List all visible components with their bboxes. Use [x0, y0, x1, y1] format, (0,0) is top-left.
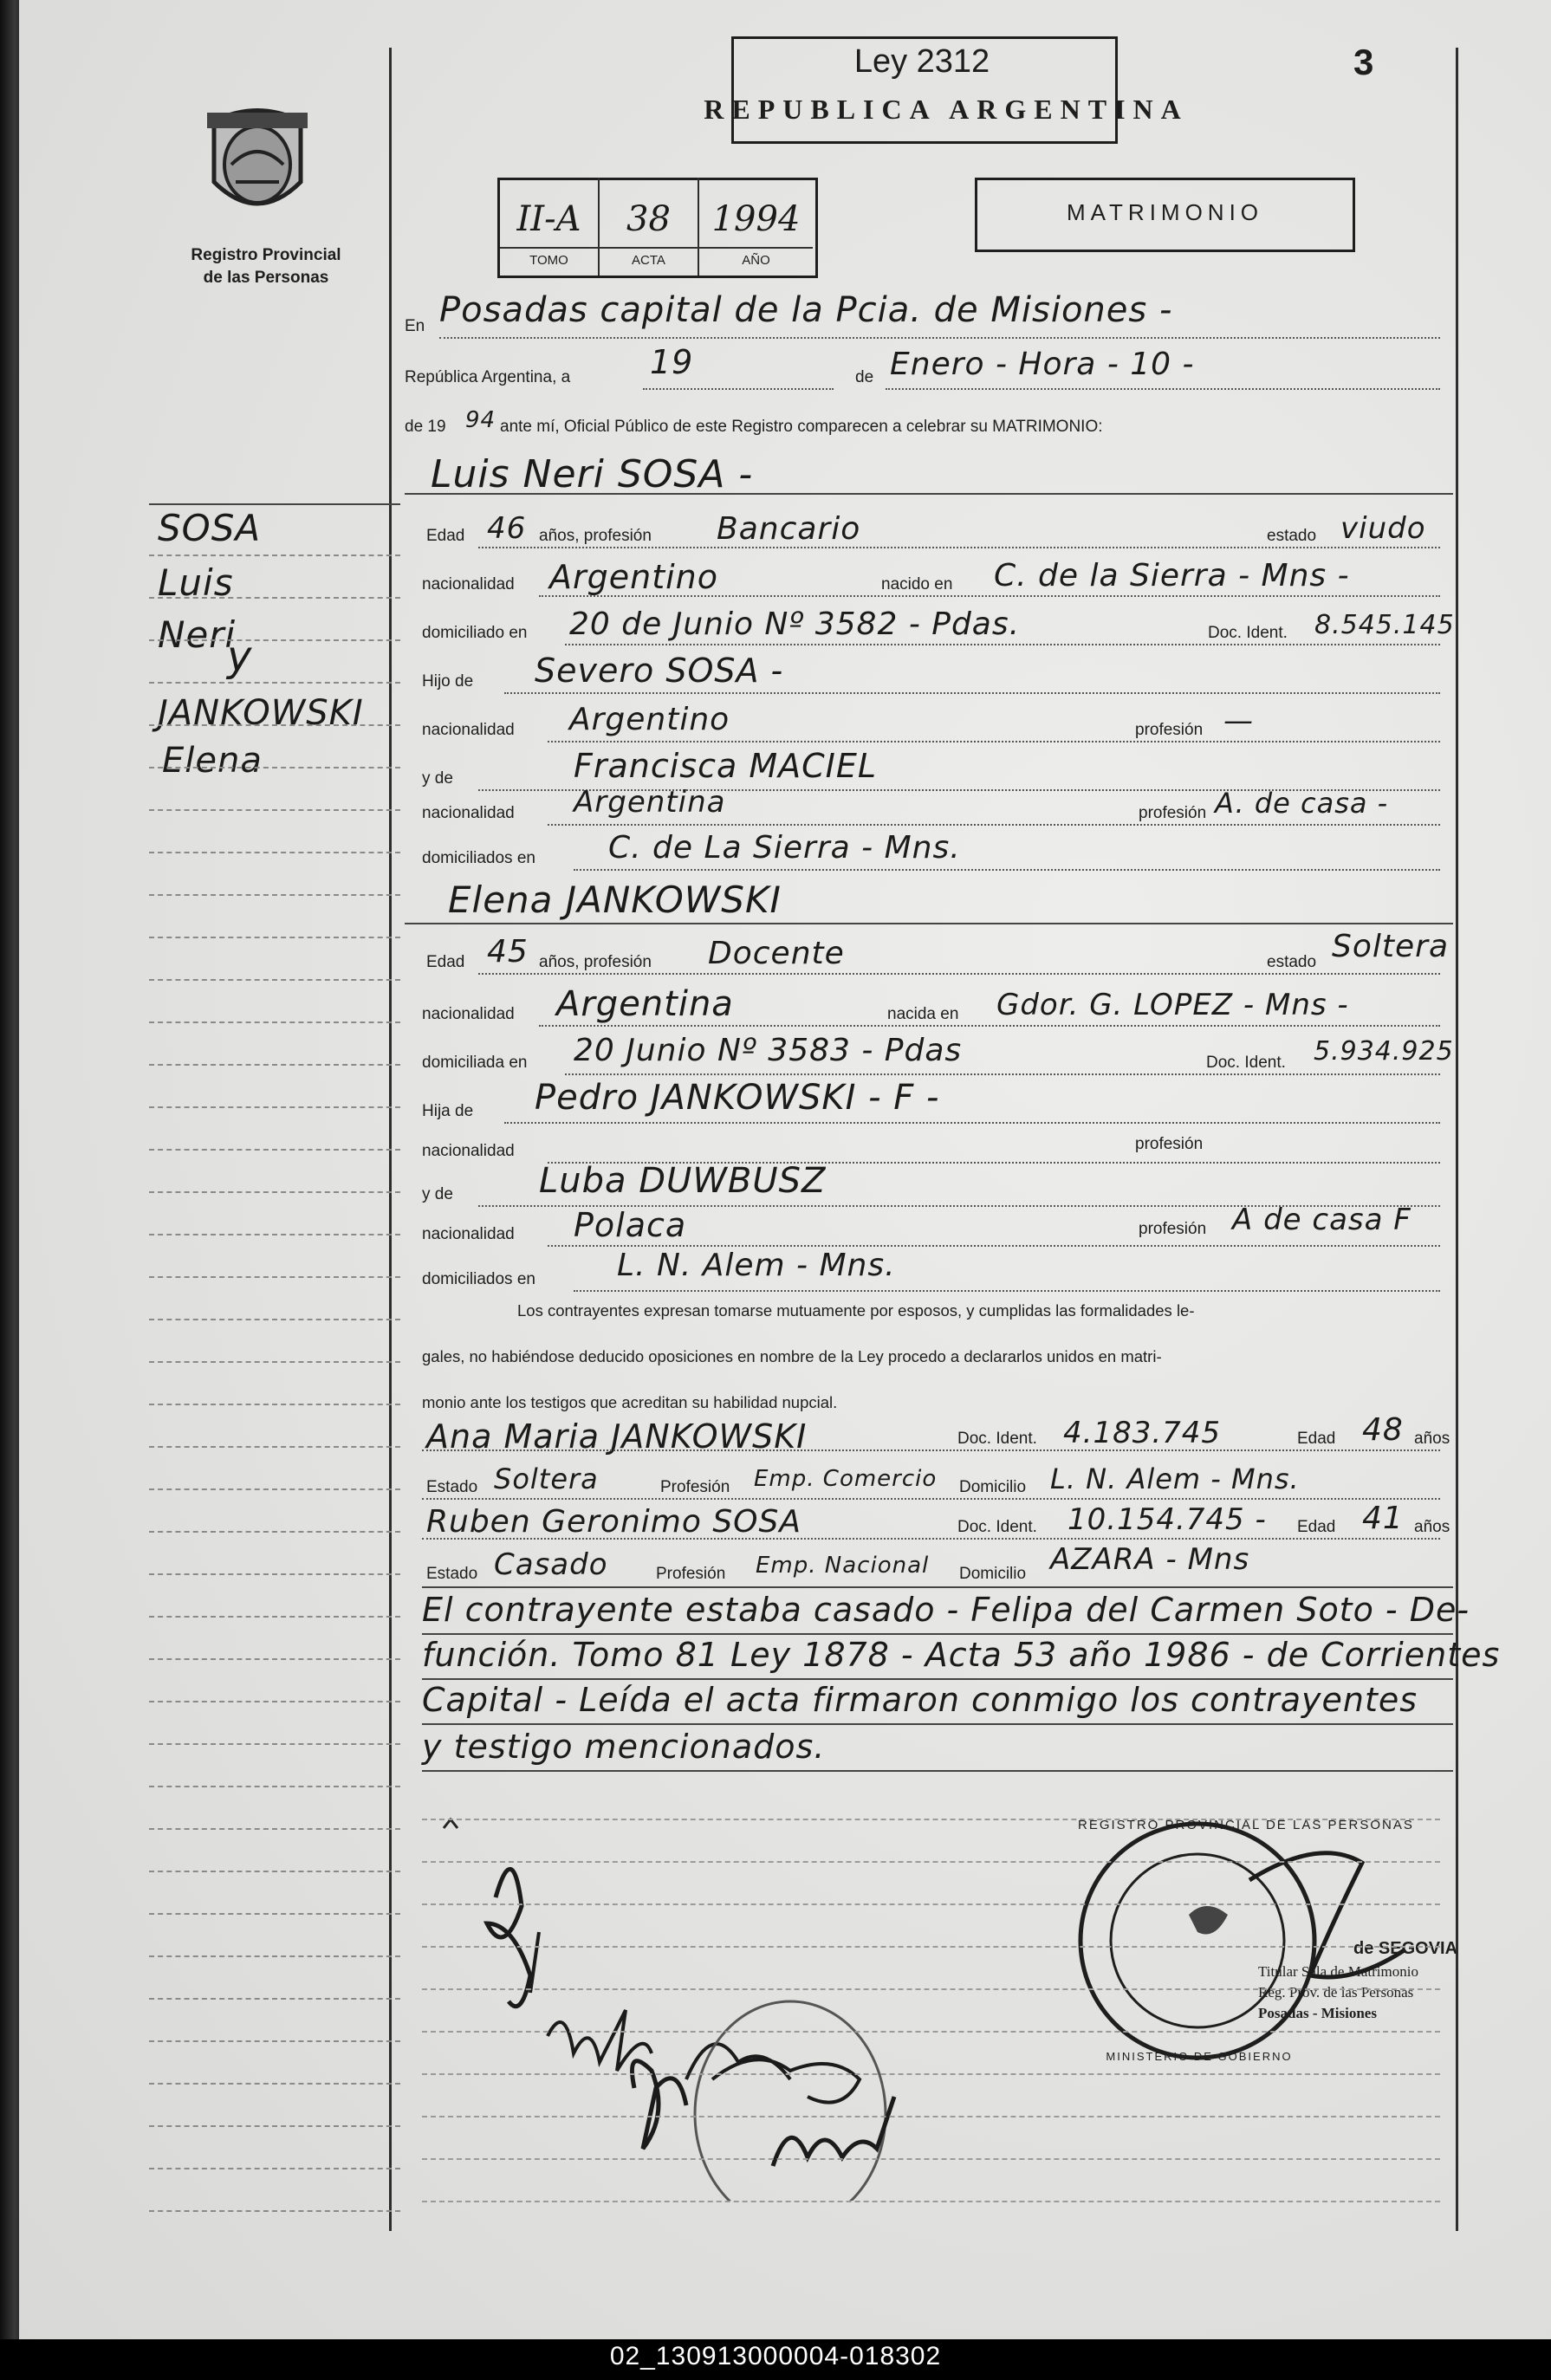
margin-rule-line [149, 1361, 400, 1364]
groom-father-prof-label: profesión [1135, 721, 1204, 739]
de-label: de [855, 368, 874, 386]
seal-inner-text: MINISTERIO DE GOBIERNO [1106, 2050, 1293, 2063]
declaration-line-3: monio ante los testigos que acreditan su habilidad nupcial. [422, 1393, 838, 1411]
bride-nat-rule [539, 1024, 1440, 1027]
groom-estado: viudo [1340, 511, 1426, 546]
bride-father-rule [504, 1121, 1440, 1124]
witness-2-anos-label: años [1414, 1518, 1450, 1536]
tomo-label: TOMO [529, 253, 568, 268]
bride-parents-address: L. N. Alem - Mns. [617, 1248, 896, 1283]
body-rule-line [422, 1860, 1440, 1863]
groom-parents-address: C. de La Sierra - Mns. [608, 830, 961, 866]
record-box-rule [500, 247, 813, 249]
bride-profesion-label: años, profesión [539, 953, 652, 971]
witness-2-domicilio-label: Domicilio [959, 1565, 1027, 1583]
margin-top-rule [149, 503, 400, 505]
groom-father: Severo SOSA - [535, 652, 784, 690]
body-rule-line [422, 1945, 1440, 1948]
witness-1-estado-label: Estado [426, 1478, 478, 1496]
margin-rule-line [149, 724, 400, 727]
margin-rule-line [149, 1658, 400, 1661]
intro-statement: ante mí, Oficial Público de este Registro comparecen a celebrar su MATRIMONIO: [500, 418, 1103, 436]
margin-middle-name-groom: Neri [158, 613, 237, 656]
republica-label: República Argentina, a [405, 368, 571, 386]
place-rule [439, 336, 1440, 339]
witness-2-estado-rule [422, 1586, 1453, 1588]
margin-rule-line [149, 894, 400, 897]
margin-rule-line [149, 1786, 400, 1788]
official-title-line-2: Reg. Prov. de las Personas [1258, 1984, 1414, 2001]
groom-profesion-label: años, profesión [539, 527, 652, 545]
bride-mother-nationality: Polaca [574, 1206, 687, 1244]
bride-name-rule [405, 922, 1453, 924]
groom-nationality: Argentino [549, 558, 718, 596]
bride-mother-nat-rule [548, 1244, 1440, 1247]
groom-mother-prof-label: profesión [1139, 804, 1207, 822]
bride-mother-nat-label: nacionalidad [422, 1225, 515, 1243]
acta-value: 38 [626, 199, 671, 239]
margin-rule-line [149, 937, 400, 939]
margin-surname-bride: JANKOWSKI [158, 693, 364, 733]
witness-2-doc: 10.154.745 - [1068, 1502, 1267, 1537]
bride-mother-prof-label: profesión [1139, 1220, 1207, 1238]
page-number: 3 [1353, 42, 1374, 82]
bride-nat-label: nacionalidad [422, 1005, 515, 1023]
margin-rule-line [149, 1404, 400, 1406]
witness-1-estado: Soltera [494, 1462, 599, 1495]
note-rule-2 [422, 1677, 1453, 1680]
margin-rule-line [149, 1531, 400, 1534]
margin-rule-line [149, 1573, 400, 1576]
groom-dom-label: domiciliado en [422, 624, 528, 642]
note-rule-1 [422, 1632, 1453, 1635]
groom-estado-label: estado [1267, 527, 1317, 545]
body-rule-line [422, 1903, 1440, 1905]
margin-rule-line [149, 1701, 400, 1703]
document-type: MATRIMONIO [1066, 199, 1264, 225]
marriage-day: 19 [650, 343, 694, 381]
bride-yde-label: y de [422, 1185, 453, 1203]
witness-1-doc: 4.183.745 [1063, 1416, 1222, 1450]
witness-1-estado-rule [422, 1497, 1440, 1500]
margin-rule-line [149, 1871, 400, 1873]
margin-rule-line [149, 597, 400, 600]
country-title: REPUBLICA ARGENTINA [704, 94, 1189, 125]
witness-1-name: Ana Maria JANKOWSKI [426, 1417, 808, 1456]
declaration-line-2: gales, no habiéndose deducido oposiciones en nombre de la Ley procedo a declararlos unidos en matri- [422, 1347, 1162, 1365]
bride-parents-dom-rule [574, 1289, 1440, 1292]
note-line-1: El contrayente estaba casado - Felipa del Carmen Soto - De- [422, 1591, 1470, 1629]
groom-nat-rule [539, 594, 1440, 597]
groom-doc-label: Doc. Ident. [1208, 624, 1288, 642]
groom-age: 46 [487, 511, 527, 546]
witness-1-domicilio-label: Domicilio [959, 1478, 1027, 1496]
groom-age-rule [478, 546, 1440, 548]
provincial-crest-icon [197, 104, 318, 225]
note-rule-4 [422, 1769, 1453, 1772]
bride-father: Pedro JANKOWSKI - F - [535, 1078, 940, 1118]
bride-father-prof-label: profesión [1135, 1135, 1204, 1153]
margin-rule-line [149, 1913, 400, 1916]
margin-rule-line [149, 1828, 400, 1831]
witness-1-anos-label: años [1414, 1430, 1450, 1448]
margin-rule-line [149, 1234, 400, 1236]
witness-1-profession: Emp. Comercio [754, 1466, 938, 1492]
margin-rule-line [149, 2210, 400, 2213]
margin-divider [389, 48, 392, 2231]
margin-rule-line [149, 1488, 400, 1491]
bride-full-name: Elena JANKOWSKI [448, 879, 782, 921]
groom-birthplace: C. de la Sierra - Mns - [994, 558, 1350, 593]
margin-rule-line [149, 1319, 400, 1321]
margin-rule-line [149, 2040, 400, 2043]
margin-rule-line [149, 1743, 400, 1746]
marriage-year: 94 [465, 407, 496, 433]
groom-mother-nat-label: nacionalidad [422, 804, 515, 822]
anio-value: 1994 [711, 199, 801, 239]
bride-doc-label: Doc. Ident. [1206, 1054, 1286, 1072]
margin-and: y [227, 632, 253, 681]
groom-mother-profession: A. de casa - [1215, 787, 1389, 820]
bride-father-nat-label: nacionalidad [422, 1142, 515, 1160]
margin-rule-line [149, 1955, 400, 1958]
de19-label: de 19 [405, 418, 446, 436]
witness-1-edad-label: Edad [1297, 1430, 1336, 1448]
groom-profession: Bancario [717, 511, 861, 547]
margin-rule-line [149, 809, 400, 812]
body-rule-line [422, 1988, 1440, 1990]
groom-name-rule [405, 492, 1453, 495]
margin-rule-line [149, 1021, 400, 1024]
margin-rule-line [149, 979, 400, 982]
bride-mother-profession: A de casa F [1232, 1203, 1411, 1237]
groom-mother-nationality: Argentina [574, 785, 726, 820]
official-title-line-3: Posadas - Misiones [1258, 2005, 1377, 2021]
bride-nacida-label: nacida en [887, 1005, 959, 1023]
bride-estado: Soltera [1332, 929, 1450, 964]
note-line-2: función. Tomo 81 Ley 1878 - Acta 53 año 1986 - de Corrientes [422, 1636, 1501, 1674]
witness-1-domicilio: L. N. Alem - Mns. [1050, 1462, 1300, 1495]
witness-2-domicilio: AZARA - Mns [1050, 1542, 1250, 1577]
margin-rule-line [149, 2083, 400, 2085]
witness-2-profession: Emp. Nacional [756, 1553, 930, 1579]
bride-address: 20 Junio Nº 3583 - Pdas [574, 1033, 963, 1068]
bride-age-rule [478, 972, 1440, 975]
day-rule [643, 387, 834, 390]
bride-edad-label: Edad [426, 953, 465, 971]
note-line-3: Capital - Leída el acta firmaron conmigo los contrayentes [422, 1681, 1418, 1719]
registry-name-line2: de las Personas [203, 269, 329, 287]
margin-rule-line [149, 2125, 400, 2128]
file-id: 02_130913000004-018302 [609, 2342, 942, 2370]
groom-edad-label: Edad [426, 527, 465, 545]
margin-surname-groom: SOSA [158, 507, 262, 549]
note-line-4: y testigo mencionados. [422, 1728, 826, 1766]
margin-rule-line [149, 682, 400, 684]
margin-given-name-groom: Luis [158, 561, 234, 604]
margin-rule-line [149, 639, 400, 642]
groom-father-nationality: Argentino [569, 702, 730, 737]
groom-address: 20 de Junio Nº 3582 - Pdas. [569, 606, 1021, 642]
groom-doc: 8.545.145 [1314, 610, 1455, 640]
seal-ring-text: REGISTRO PROVINCIAL DE LAS PERSONAS [1078, 1818, 1414, 1832]
tomo-value: II-A [516, 199, 581, 239]
witness-2-profesion-label: Profesión [656, 1565, 726, 1583]
margin-rule-line [149, 767, 400, 769]
bride-parents-dom-label: domiciliados en [422, 1270, 535, 1288]
witness-1-doc-label: Doc. Ident. [957, 1430, 1037, 1448]
body-rule-line [422, 2200, 1440, 2202]
witness-1-age: 48 [1362, 1412, 1404, 1448]
ley-stamp-text: Ley 2312 [853, 43, 990, 80]
groom-father-profession: — [1223, 704, 1254, 738]
margin-given-name-bride: Elena [162, 741, 263, 781]
month-rule [886, 387, 1440, 390]
margin-rule-line [149, 554, 400, 557]
margin-rule-line [149, 852, 400, 854]
groom-dom-rule [565, 643, 1440, 645]
margin-rule-line [149, 1191, 400, 1194]
witness-2-rule [422, 1537, 1440, 1540]
groom-yde-label: y de [422, 769, 453, 788]
body-rule-line [422, 1818, 1440, 1820]
registry-name-line1: Registro Provincial [191, 246, 341, 264]
groom-father-nat-label: nacionalidad [422, 721, 515, 739]
body-rule-line [422, 2072, 1440, 2075]
margin-rule-line [149, 1446, 400, 1449]
margin-rule-line [149, 1998, 400, 2001]
groom-mother-nat-rule [548, 823, 1440, 826]
body-rule-line [422, 2157, 1440, 2160]
witness-2-name: Ruben Geronimo SOSA [426, 1504, 801, 1540]
acta-label: ACTA [632, 253, 665, 268]
margin-rule-line [149, 1106, 400, 1109]
margin-rule-line [149, 1616, 400, 1618]
groom-mother: Francisca MACIEL [574, 747, 878, 785]
margin-rule-line [149, 2168, 400, 2170]
groom-hijo-label: Hijo de [422, 672, 474, 691]
witness-2-edad-label: Edad [1297, 1518, 1336, 1536]
margin-rule-line [149, 1149, 400, 1151]
witness-1-profesion-label: Profesión [660, 1478, 730, 1496]
note-rule-3 [422, 1722, 1453, 1725]
bride-doc: 5.934.925 [1314, 1036, 1454, 1067]
bride-estado-label: estado [1267, 953, 1317, 971]
bride-nationality: Argentina [556, 984, 734, 1024]
anio-label: AÑO [742, 253, 770, 268]
bride-profession: Docente [708, 936, 845, 971]
declaration-line-1: Los contrayentes expresan tomarse mutuamente por esposos, y cumplidas las formalidades le- [517, 1301, 1195, 1320]
witness-2-estado: Casado [494, 1547, 608, 1582]
body-rule-line [422, 2115, 1440, 2117]
groom-parents-dom-label: domiciliados en [422, 849, 535, 867]
witness-2-estado-label: Estado [426, 1565, 478, 1583]
bride-dom-label: domiciliada en [422, 1054, 528, 1072]
bride-hija-label: Hija de [422, 1102, 474, 1120]
witness-2-doc-label: Doc. Ident. [957, 1518, 1037, 1536]
groom-nat-label: nacionalidad [422, 575, 515, 593]
witness-2-age: 41 [1362, 1501, 1404, 1536]
marriage-place: Posadas capital de la Pcia. de Misiones - [439, 290, 1173, 330]
groom-full-name: Luis Neri SOSA - [431, 452, 754, 496]
groom-father-nat-rule [548, 740, 1440, 743]
en-label: En [405, 317, 425, 335]
body-rule-line [422, 2030, 1440, 2033]
groom-nacido-label: nacido en [881, 575, 953, 593]
groom-father-rule [504, 691, 1440, 694]
bride-dom-rule [565, 1073, 1440, 1075]
witness-1-rule [422, 1449, 1440, 1451]
groom-parents-dom-rule [574, 868, 1440, 871]
bride-birthplace: Gdor. G. LOPEZ - Mns - [996, 988, 1349, 1022]
bride-age: 45 [487, 934, 529, 970]
official-name: de SEGOVIA [1353, 1939, 1458, 1958]
bride-mother: Luba DUWBUSZ [539, 1161, 827, 1201]
official-title-line-1: Titular Sala de Matrimonio [1258, 1963, 1418, 1980]
margin-rule-line [149, 1276, 400, 1279]
margin-rule-line [149, 1064, 400, 1067]
document-page [19, 0, 1551, 2339]
marriage-month-hour: Enero - Hora - 10 - [890, 347, 1195, 382]
